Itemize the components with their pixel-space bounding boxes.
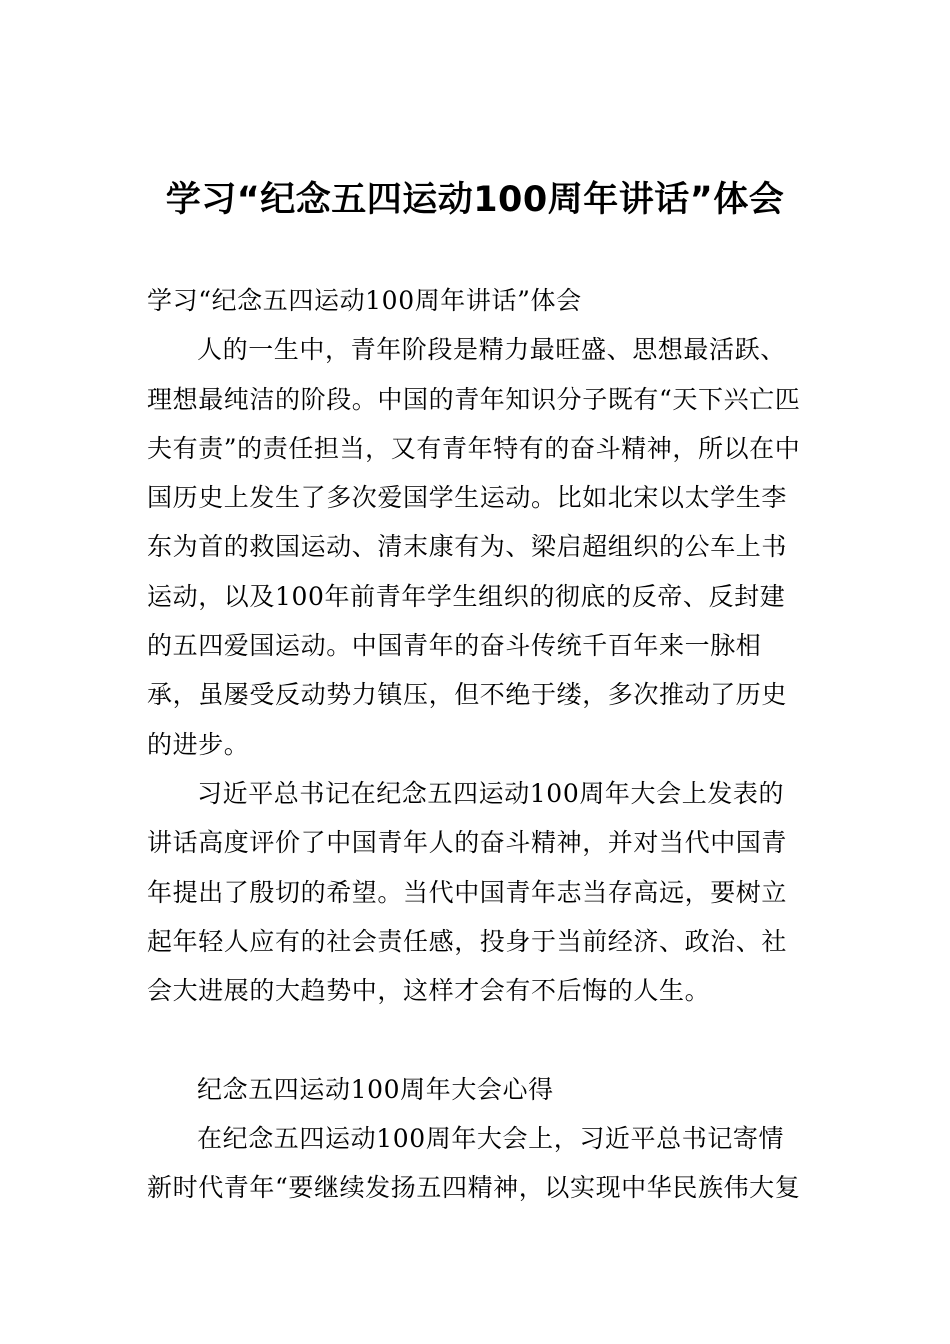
paragraph-gap bbox=[147, 1015, 807, 1064]
body-paragraph: 在纪念五四运动100周年大会上，习近平总书记寄情新时代青年“要继续发扬五四精神，以实现中华民族伟大复 bbox=[147, 1124, 801, 1203]
document-title: 学习“纪念五四运动100周年讲话”体会 bbox=[165, 180, 785, 220]
section-heading: 学习“纪念五四运动100周年讲话”体会 bbox=[147, 286, 582, 315]
document-body bbox=[147, 276, 807, 1213]
section-heading: 纪念五四运动100周年大会心得 bbox=[197, 1074, 554, 1104]
body-paragraph: 人的一生中，青年阶段是精力最旺盛、思想最活跃、理想最纯洁的阶段。中国的青年知识分子既有“天下兴亡匹夫有责”的责任担当，又有青年特有的奋斗精神，所以在中国历史上发生了多次爱国学生运动。比如北宋以太学生李东为首的救国运动、清末康有为、梁启超组织的公车上书运动，以及100年前青年学生组织的彻底的反帝、反封建的五四爱国运动。中国青年的奋斗传统千百年来一脉相承，虽屡受反动势力镇压，但不绝于缕，多次推动了历史的进步。 bbox=[147, 335, 801, 759]
body-paragraph: 习近平总书记在纪念五四运动100周年大会上发表的讲话高度评价了中国青年人的奋斗精神，并对当代中国青年提出了殷切的希望。当代中国青年志当存高远，要树立起年轻人应有的社会责任感，投身于当前经济、政治、社会大进展的大趋势中，这样才会有不后悔的人生。 bbox=[147, 778, 788, 1006]
